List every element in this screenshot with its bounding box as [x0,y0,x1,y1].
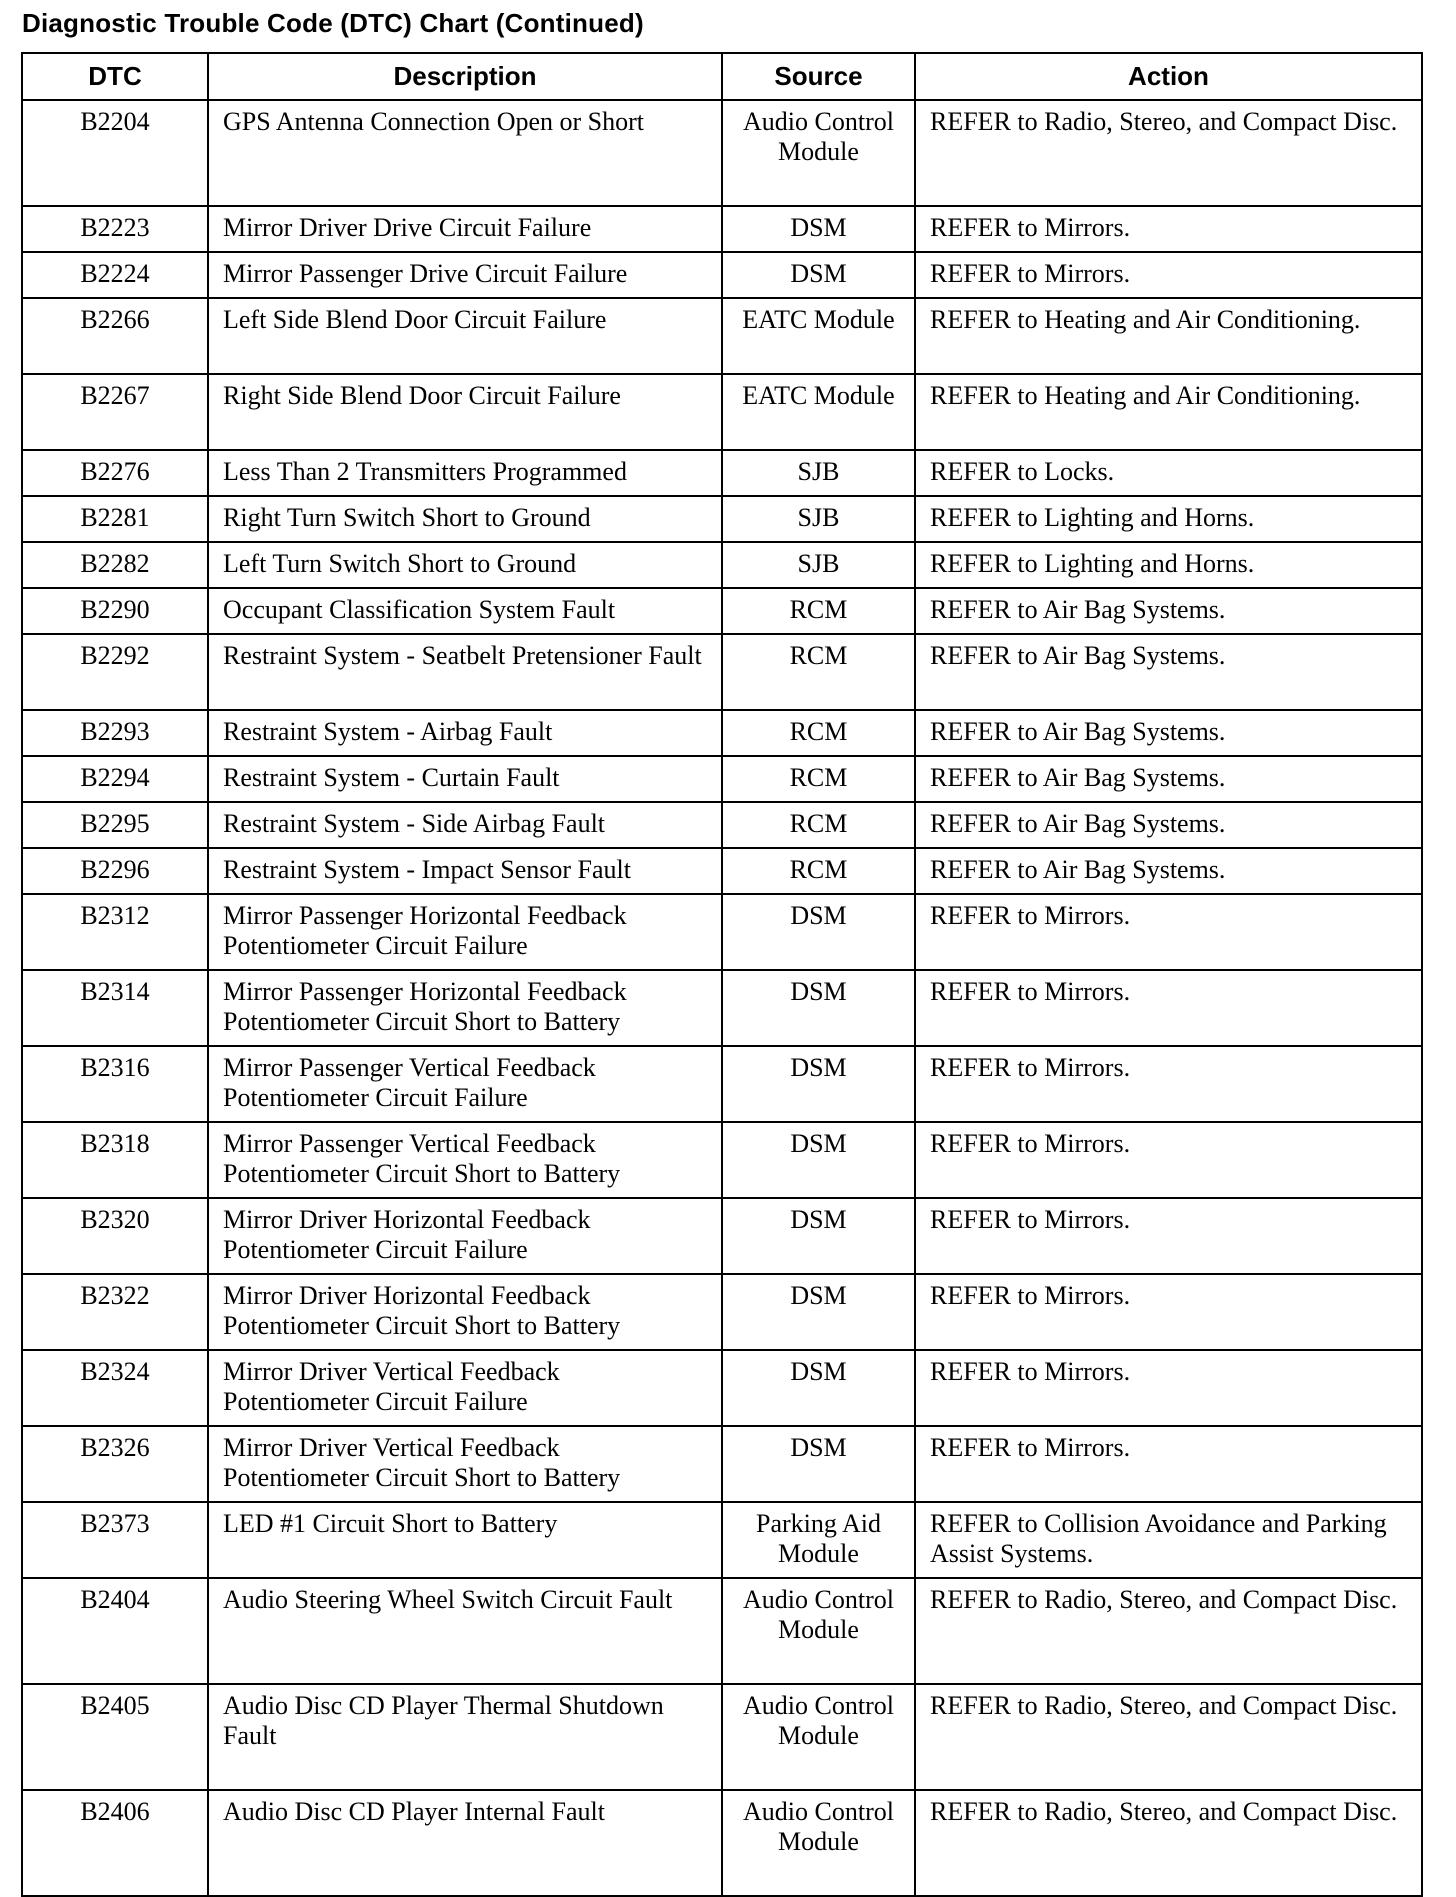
dtc-action: REFER to Heating and Air Conditioning. [915,298,1422,374]
dtc-code: B2294 [22,756,208,802]
dtc-code: B2204 [22,100,208,206]
dtc-description: Mirror Passenger Drive Circuit Failure [208,252,722,298]
table-row [22,542,1422,588]
dtc-source: DSM [722,1122,915,1198]
dtc-action: REFER to Mirrors. [915,1046,1422,1122]
table-row [22,710,1422,756]
table-row [22,298,1422,374]
dtc-code: B2324 [22,1350,208,1426]
page-title: Diagnostic Trouble Code (DTC) Chart (Continued) [22,8,644,38]
dtc-description: Restraint System - Impact Sensor Fault [208,848,722,894]
dtc-description: Right Side Blend Door Circuit Failure [208,374,722,450]
dtc-source: SJB [722,450,915,496]
dtc-action: REFER to Mirrors. [915,970,1422,1046]
dtc-code: B2312 [22,894,208,970]
table-row [22,970,1422,1046]
dtc-action: REFER to Radio, Stereo, and Compact Disc. [915,1578,1422,1684]
table-row [22,1502,1422,1578]
header-row [22,53,1422,100]
dtc-action: REFER to Locks. [915,450,1422,496]
table-row [22,206,1422,252]
dtc-source: DSM [722,206,915,252]
dtc-description: Restraint System - Side Airbag Fault [208,802,722,848]
dtc-description: Restraint System - Curtain Fault [208,756,722,802]
dtc-description: Audio Disc CD Player Internal Fault [208,1790,722,1896]
dtc-source: RCM [722,802,915,848]
dtc-description: Mirror Driver Horizontal Feedback Potentiometer Circuit Failure [208,1198,722,1274]
dtc-code: B2224 [22,252,208,298]
dtc-source: RCM [722,710,915,756]
dtc-code: B2314 [22,970,208,1046]
dtc-description: Restraint System - Airbag Fault [208,710,722,756]
dtc-action: REFER to Mirrors. [915,206,1422,252]
header-description: Description [208,53,722,100]
dtc-action: REFER to Radio, Stereo, and Compact Disc. [915,1684,1422,1790]
dtc-source: SJB [722,542,915,588]
dtc-code: B2282 [22,542,208,588]
table-row [22,802,1422,848]
dtc-description: Mirror Passenger Vertical Feedback Potentiometer Circuit Short to Battery [208,1122,722,1198]
dtc-description: Audio Steering Wheel Switch Circuit Fault [208,1578,722,1684]
table-row [22,1790,1422,1896]
dtc-action: REFER to Air Bag Systems. [915,710,1422,756]
dtc-code: B2404 [22,1578,208,1684]
table-row [22,634,1422,710]
dtc-action: REFER to Lighting and Horns. [915,496,1422,542]
table-row [22,848,1422,894]
dtc-code: B2318 [22,1122,208,1198]
dtc-action: REFER to Mirrors. [915,1198,1422,1274]
dtc-source: EATC Module [722,298,915,374]
dtc-source: Audio Control Module [722,1578,915,1684]
dtc-code: B2406 [22,1790,208,1896]
dtc-source: DSM [722,1046,915,1122]
dtc-source: Audio Control Module [722,1790,915,1896]
dtc-source: DSM [722,894,915,970]
dtc-action: REFER to Lighting and Horns. [915,542,1422,588]
dtc-code: B2276 [22,450,208,496]
dtc-description: Mirror Driver Vertical Feedback Potentiometer Circuit Failure [208,1350,722,1426]
dtc-description: Left Side Blend Door Circuit Failure [208,298,722,374]
dtc-code: B2295 [22,802,208,848]
dtc-code: B2373 [22,1502,208,1578]
table-row [22,374,1422,450]
header-source: Source [722,53,915,100]
table-row [22,1684,1422,1790]
table-row [22,1046,1422,1122]
dtc-description: Mirror Driver Vertical Feedback Potentiometer Circuit Short to Battery [208,1426,722,1502]
dtc-action: REFER to Mirrors. [915,1122,1422,1198]
dtc-code: B2267 [22,374,208,450]
table-body [22,100,1422,1896]
table-row [22,1426,1422,1502]
dtc-description: Mirror Passenger Horizontal Feedback Potentiometer Circuit Failure [208,894,722,970]
dtc-action: REFER to Radio, Stereo, and Compact Disc. [915,1790,1422,1896]
table-row [22,1578,1422,1684]
table-row [22,894,1422,970]
dtc-description: Less Than 2 Transmitters Programmed [208,450,722,496]
dtc-code: B2316 [22,1046,208,1122]
dtc-code: B2290 [22,588,208,634]
table-row [22,1198,1422,1274]
dtc-description: Mirror Driver Drive Circuit Failure [208,206,722,252]
table-row [22,450,1422,496]
dtc-source: DSM [722,1198,915,1274]
dtc-code: B2405 [22,1684,208,1790]
dtc-action: REFER to Air Bag Systems. [915,756,1422,802]
dtc-code: B2322 [22,1274,208,1350]
dtc-code: B2223 [22,206,208,252]
dtc-action: REFER to Mirrors. [915,252,1422,298]
dtc-source: Audio Control Module [722,1684,915,1790]
dtc-source: RCM [722,634,915,710]
dtc-action: REFER to Air Bag Systems. [915,802,1422,848]
dtc-source: SJB [722,496,915,542]
dtc-action: REFER to Air Bag Systems. [915,588,1422,634]
dtc-source: DSM [722,1274,915,1350]
dtc-action: REFER to Collision Avoidance and Parking Assist Systems. [915,1502,1422,1578]
dtc-description: Mirror Passenger Horizontal Feedback Potentiometer Circuit Short to Battery [208,970,722,1046]
table-row [22,588,1422,634]
dtc-source: RCM [722,756,915,802]
header-dtc: DTC [22,53,208,100]
dtc-action: REFER to Radio, Stereo, and Compact Disc. [915,100,1422,206]
dtc-description: LED #1 Circuit Short to Battery [208,1502,722,1578]
dtc-action: REFER to Air Bag Systems. [915,634,1422,710]
dtc-source: DSM [722,970,915,1046]
dtc-source: RCM [722,588,915,634]
dtc-code: B2293 [22,710,208,756]
table-row [22,1274,1422,1350]
dtc-source: Audio Control Module [722,100,915,206]
dtc-source: DSM [722,1426,915,1502]
dtc-code: B2296 [22,848,208,894]
dtc-source: Parking Aid Module [722,1502,915,1578]
dtc-action: REFER to Mirrors. [915,1350,1422,1426]
dtc-code: B2281 [22,496,208,542]
table-row [22,1350,1422,1426]
dtc-code: B2292 [22,634,208,710]
table-row [22,756,1422,802]
table-row [22,496,1422,542]
table-row [22,252,1422,298]
table-row [22,1122,1422,1198]
dtc-code: B2320 [22,1198,208,1274]
dtc-description: Occupant Classification System Fault [208,588,722,634]
dtc-description: GPS Antenna Connection Open or Short [208,100,722,206]
dtc-description: Mirror Driver Horizontal Feedback Potentiometer Circuit Short to Battery [208,1274,722,1350]
dtc-action: REFER to Air Bag Systems. [915,848,1422,894]
dtc-description: Right Turn Switch Short to Ground [208,496,722,542]
table-header [22,53,1422,100]
dtc-source: EATC Module [722,374,915,450]
dtc-source: DSM [722,1350,915,1426]
dtc-description: Mirror Passenger Vertical Feedback Potentiometer Circuit Failure [208,1046,722,1122]
dtc-source: DSM [722,252,915,298]
dtc-action: REFER to Heating and Air Conditioning. [915,374,1422,450]
dtc-source: RCM [722,848,915,894]
dtc-code: B2266 [22,298,208,374]
dtc-action: REFER to Mirrors. [915,894,1422,970]
dtc-description: Audio Disc CD Player Thermal Shutdown Fault [208,1684,722,1790]
dtc-code: B2326 [22,1426,208,1502]
dtc-description: Restraint System - Seatbelt Pretensioner Fault [208,634,722,710]
dtc-description: Left Turn Switch Short to Ground [208,542,722,588]
dtc-action: REFER to Mirrors. [915,1274,1422,1350]
table-row [22,100,1422,206]
dtc-action: REFER to Mirrors. [915,1426,1422,1502]
header-action: Action [915,53,1422,100]
dtc-table [21,52,1423,1897]
